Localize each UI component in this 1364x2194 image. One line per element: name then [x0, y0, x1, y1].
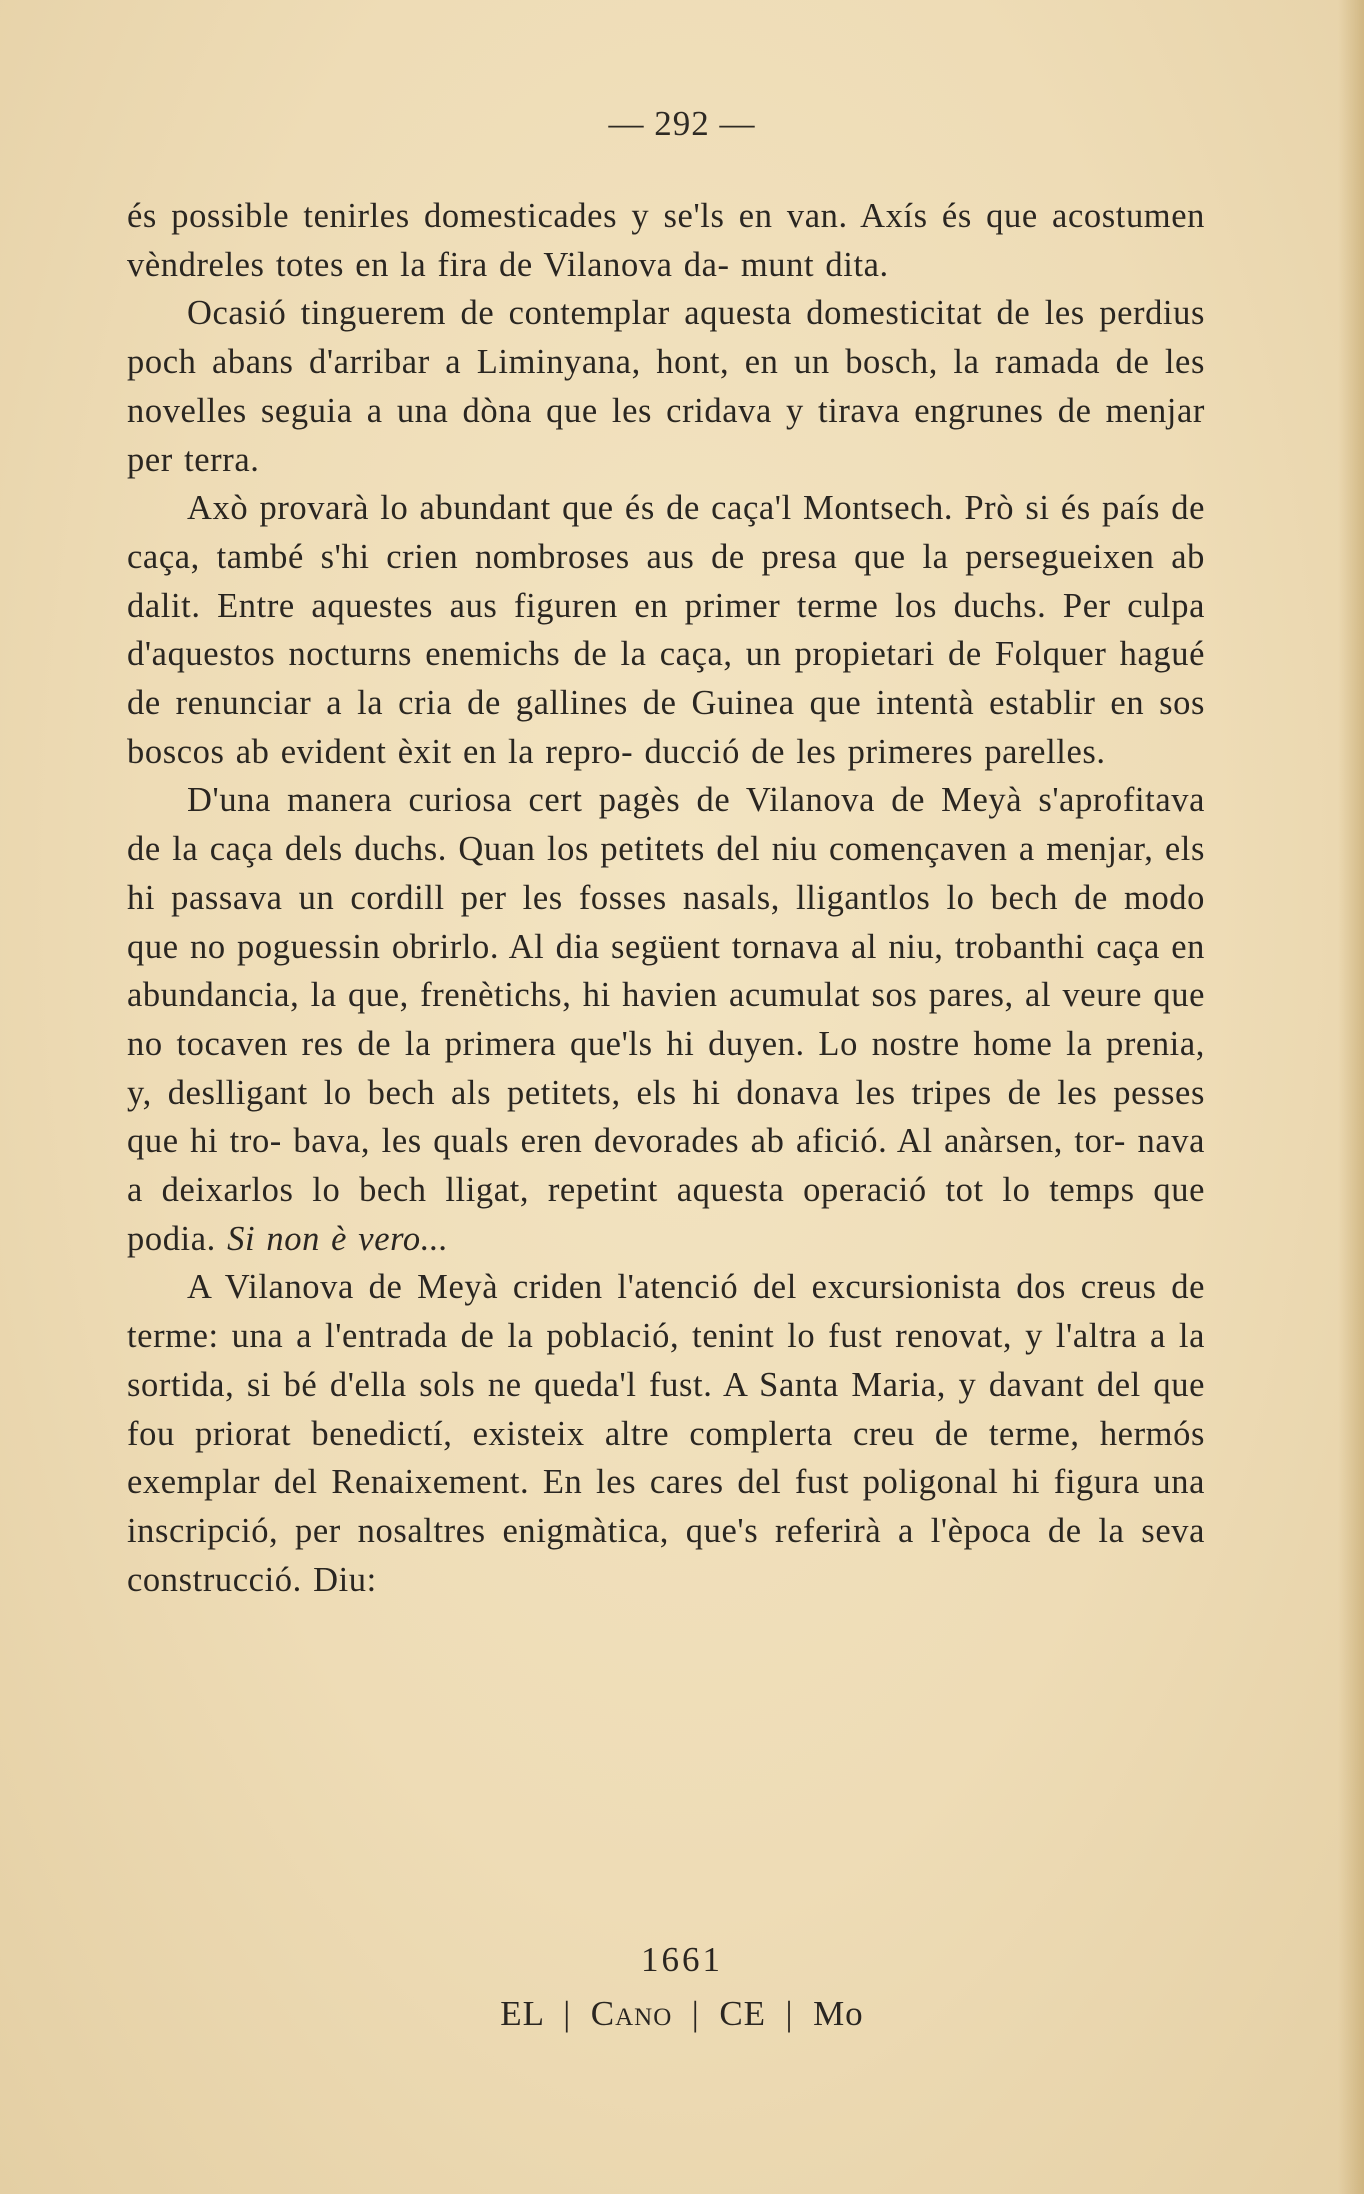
- paragraph-4-italic-tail: Si non è vero...: [227, 1219, 449, 1258]
- inscription-part-2: Cano: [590, 1994, 673, 2033]
- inscription-separator-3: |: [785, 1994, 794, 2033]
- paragraph-2: Ocasió tinguerem de contemplar aquesta domesticitat de les perdius poch abans d'arribar a Liminyana, hont, en un bosch, la ramada de les novelles seguia a una dòna que les cridava y tirava engrunes de menjar per terra.: [127, 294, 1205, 479]
- paragraph-4: [127, 776, 1205, 1263]
- inscription-year: 1661: [641, 1940, 723, 1979]
- inscription-separator-1: |: [563, 1994, 572, 2033]
- paragraph-5: A Vilanova de Meyà criden l'atenció del excursionista dos creus de terme: una a l'entrada de la població, tenint lo fust renovat, y l'altra a la sortida, si bé d'ella sols ne queda'l fust. A Santa Maria, y davant del que fou priorat benedictí, existeix altre complerta creu de terme, hermós exemplar del Renaixement. En les cares del fust poligonal hi figura una inscripció, per nosaltres enigmàtica, que's referirà a l'època de la seva construcció. Diu:: [127, 1268, 1205, 1599]
- page-edge-shadow: [1338, 0, 1364, 2194]
- inscription-part-1: EL: [500, 1994, 544, 2033]
- inscription-line: [0, 1994, 1364, 2034]
- body-text: [127, 192, 1205, 1604]
- inscription-part-4: Mo: [813, 1994, 864, 2033]
- paragraph-4-text: D'una manera curiosa cert pagès de Vilanova de Meyà s'aprofitava de la caça dels duchs. Quan los petitets del niu començaven a menjar, els hi passava un cordill per les fosses nasals, lligantlos lo bech de modo que no poguessin obrirlo. Al dia següent tornava al niu, trobanthi caça en abundancia, la que, frenètichs, hi havien acumulat sos pares, al veure que no tocaven res de la primera que'ls hi duyen. Lo nostre home la prenia, y, deslligant lo bech als petitets, els hi donava les tripes de les pesses que hi tro- bava, les quals eren devorades ab afició. Al anàrsen, tor- nava a deixarlos lo bech lligat, repetint aquesta operació tot lo temps que podia.: [127, 781, 1205, 1258]
- page-number: — 292 —: [608, 104, 756, 143]
- paragraph-1: és possible tenirles domesticades y se'ls en van. Axís és que acostumen vèndreles totes en la fira de Vilanova da- munt dita.: [127, 197, 1205, 284]
- inscription-part-3: CE: [719, 1994, 767, 2033]
- inscription-separator-2: |: [691, 1994, 700, 2033]
- paragraph-3: Axò provarà lo abundant que és de caça'l Montsech. Prò si és país de caça, també s'hi crien nombroses aus de presa que la persegueixen ab dalit. Entre aquestes aus figuren en primer terme los duchs. Per culpa d'aquestos nocturns enemichs de la caça, un propietari de Folquer hagué de renunciar a la cria de gallines de Guinea que intentà establir en sos boscos ab evident èxit en la repro- ducció de les primeres parelles.: [127, 489, 1205, 771]
